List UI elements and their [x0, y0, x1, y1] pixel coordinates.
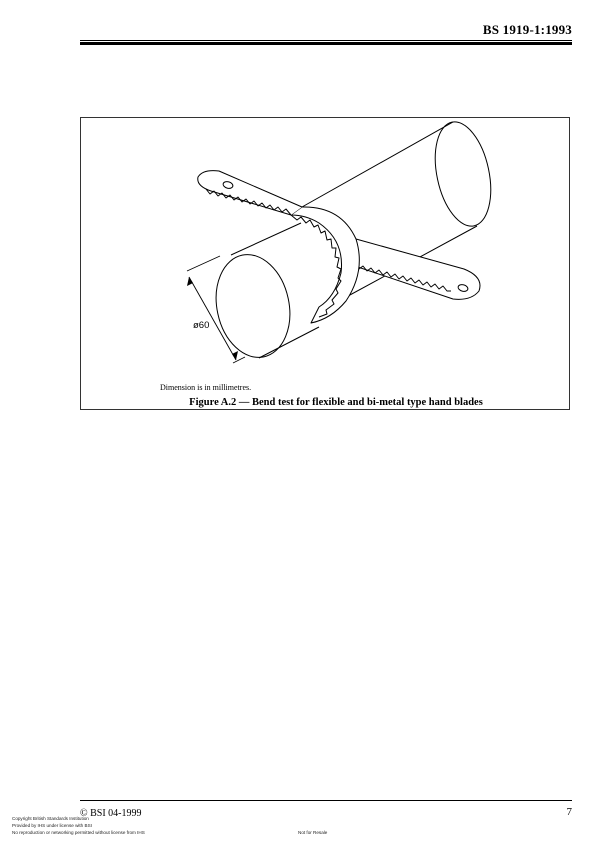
blade-left-shank [198, 171, 302, 215]
license-line-2: Provided by IHS under license with BSI [12, 823, 92, 828]
dimension-label: ø60 [193, 320, 210, 331]
header-rule-thick [80, 42, 572, 45]
not-for-resale-note: Not for Resale [298, 830, 328, 835]
figure-caption-wrap [0, 397, 600, 408]
document-standard-title: BS 1919-1:1993 [482, 22, 572, 37]
figure-caption: Figure A.2 — Bend test for flexible and bi-metal type hand blades [189, 397, 483, 408]
figure-frame [80, 117, 570, 410]
blade-wrap-band [291, 207, 359, 323]
mandrel-near-end [207, 248, 299, 365]
bend-test-illustration [81, 118, 571, 411]
license-line-3: No reproduction or networking permitted without license from IHS [12, 830, 145, 835]
footer-copyright: © BSI 04-1999 [80, 808, 142, 819]
mandrel-far-end [427, 118, 500, 231]
dimension-note: Dimension is in millimetres. [160, 383, 252, 392]
page-number: 7 [566, 806, 572, 818]
footer-rule [80, 800, 572, 801]
license-line-1: Copyright British Standards Institution [12, 816, 89, 821]
header-rule-thin [80, 40, 572, 41]
